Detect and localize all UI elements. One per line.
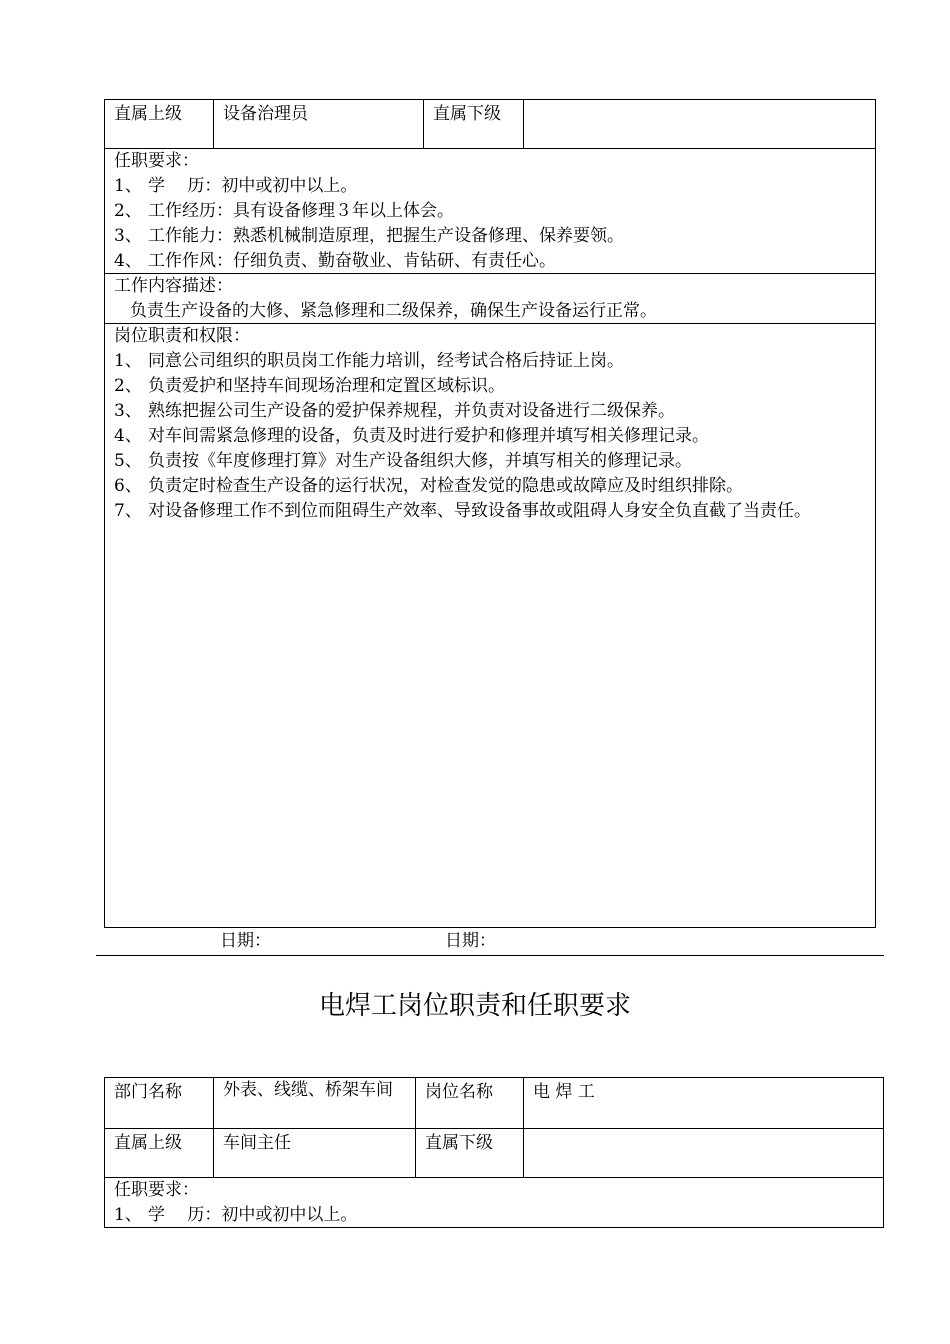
page-title: 电焊工岗位职责和任职要求 (318, 991, 631, 1021)
subordinate-label: 直属下级 (425, 1133, 493, 1153)
requirement-item: 1、 学 历：初中或初中以上。 (114, 176, 358, 196)
subordinate-label-cell-2 (415, 1128, 524, 1178)
superior-label: 直属上级 (114, 1133, 182, 1153)
post-value-cell (523, 1077, 884, 1129)
superior-label: 直属上级 (114, 104, 182, 124)
superior-value-cell-2 (213, 1128, 416, 1178)
requirement-item: 4、 工作作风：仔细负责、勤奋敬业、肯钻研、有责任心。 (114, 251, 556, 271)
post-label: 岗位名称 (425, 1082, 493, 1102)
dept-value: 外表、线缆、桥架车间 (223, 1080, 393, 1100)
requirement-item: 2、 工作经历：具有设备修理３年以上体会。 (114, 201, 454, 221)
superior-value: 设备治理员 (223, 104, 308, 124)
duties-heading: 岗位职责和权限： (114, 326, 250, 346)
dept-label-cell (104, 1077, 214, 1129)
subordinate-value-cell-2 (523, 1128, 884, 1178)
requirement-item: 1、 学 历：初中或初中以上。 (114, 1205, 358, 1225)
duty-item: 3、 熟练把握公司生产设备的爱护保养规程，并负责对设备进行二级保养。 (114, 401, 675, 421)
requirements-section (104, 148, 876, 274)
duty-item: 4、 对车间需紧急修理的设备，负责及时进行爱护和修理并填写相关修理记录。 (114, 426, 709, 446)
duty-item: 2、 负责爱护和坚持车间现场治理和定置区域标识。 (114, 376, 505, 396)
description-heading: 工作内容描述： (114, 276, 233, 296)
superior-value-cell (213, 99, 424, 149)
subordinate-label-cell (423, 99, 524, 149)
superior-value: 车间主任 (223, 1133, 291, 1153)
post-label-cell (415, 1077, 524, 1129)
dept-value-cell (213, 1077, 416, 1129)
dept-label: 部门名称 (114, 1082, 182, 1102)
duty-item: 5、 负责按《年度修理打算》对生产设备组织大修，并填写相关的修理记录。 (114, 451, 692, 471)
duties-section (104, 323, 876, 928)
duty-item: 1、 同意公司组织的职员岗工作能力培训，经考试合格后持证上岗。 (114, 351, 624, 371)
requirements-heading: 任职要求： (114, 151, 199, 171)
post-value: 电 焊 工 (533, 1082, 595, 1102)
requirements-section-2 (104, 1177, 884, 1228)
date-field-2: 日期： (445, 931, 496, 951)
superior-label-cell-2 (104, 1128, 214, 1178)
requirement-item: 3、 工作能力：熟悉机械制造原理，把握生产设备修理、保养要领。 (114, 226, 624, 246)
duty-item: 7、 对设备修理工作不到位而阻碍生产效率、导致设备事故或阻碍人身安全负直截了当责任。 (114, 501, 811, 521)
superior-label-cell (104, 99, 214, 149)
description-text: 负责生产设备的大修、紧急修理和二级保养，确保生产设备运行正常。 (130, 301, 657, 321)
section-divider (96, 955, 884, 956)
requirements-heading: 任职要求： (114, 1180, 199, 1200)
description-section (104, 273, 876, 324)
subordinate-label: 直属下级 (433, 104, 501, 124)
date-field-1: 日期： (220, 931, 271, 951)
subordinate-value-cell (523, 99, 876, 149)
duty-item: 6、 负责定时检查生产设备的运行状况，对检查发觉的隐患或故障应及时组织排除。 (114, 476, 743, 496)
